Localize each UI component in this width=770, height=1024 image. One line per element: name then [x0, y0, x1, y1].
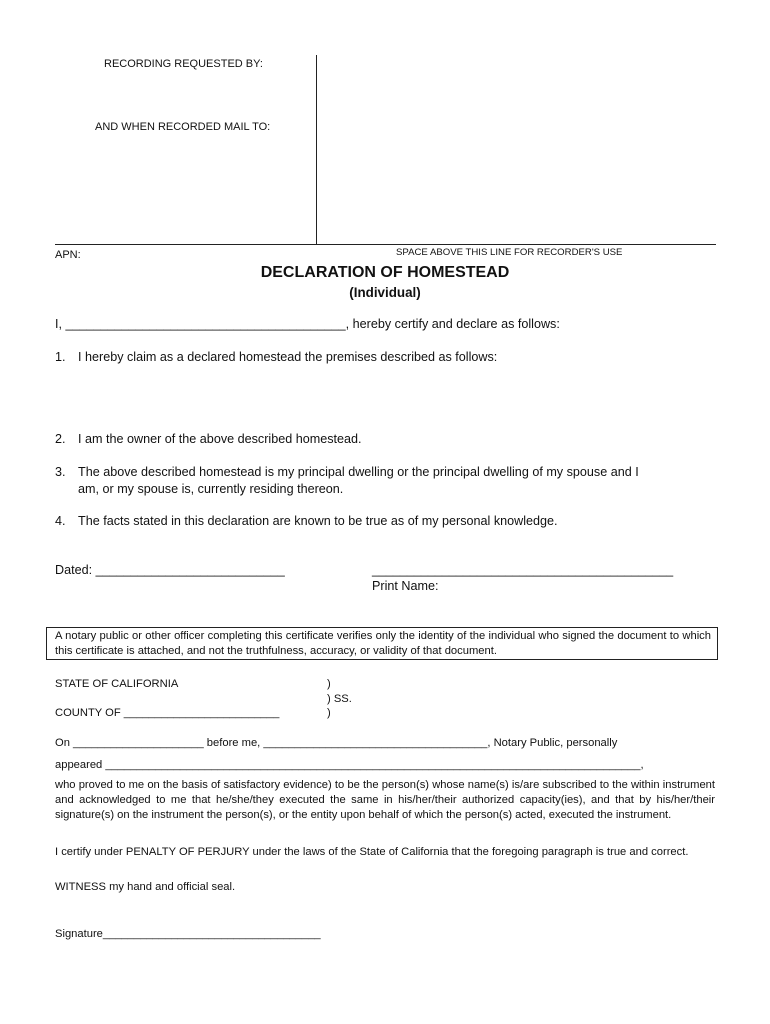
county-line: COUNTY OF _________________________ — [55, 707, 280, 719]
recorder-vertical-divider — [316, 55, 317, 244]
signer-name-line: ___________________________________________ — [372, 563, 674, 577]
item-2-number: 2. — [55, 432, 66, 446]
print-name-label: Print Name: — [372, 579, 439, 593]
item-3-text-line1: The above described homestead is my principal dwelling or the principal dwelling of my spouse and I — [78, 465, 639, 479]
proved-paragraph: who proved to me on the basis of satisfactory evidence) to be the person(s) whose name(s) is/are subscribed to the within instrument and acknowledged to me that he/she/they executed the same in his/her/their authorized capacity(ies), and that by his/her/their signature(s) on the instrument the person(s), or the entity upon behalf of which the person(s) acted, executed the instrument. — [55, 779, 715, 821]
item-3-text-line2: am, or my spouse is, currently residing thereon. — [78, 482, 344, 496]
appeared-line: appeared ______________________________________________________________________________________, — [55, 759, 644, 771]
document-subtitle: (Individual) — [349, 285, 421, 300]
document-title: DECLARATION OF HOMESTEAD — [260, 264, 510, 281]
declarant-intro: I, ________________________________________, hereby certify and declare as follows: — [55, 317, 560, 331]
recording-requested-by-label: RECORDING REQUESTED BY: — [104, 58, 263, 70]
item-4-text: The facts stated in this declaration are known to be true as of my personal knowledge. — [78, 514, 558, 528]
notary-notice-box — [46, 627, 718, 660]
notary-on-line: On _____________________ before me, ____________________________________, Notary Public, personally — [55, 737, 618, 749]
witness-line: WITNESS my hand and official seal. — [55, 881, 236, 893]
notary-signature-line: Signature___________________________________ — [55, 928, 321, 940]
when-recorded-mail-to-label: AND WHEN RECORDED MAIL TO: — [95, 121, 271, 133]
item-1-text: I hereby claim as a declared homestead the premises described as follows: — [78, 350, 498, 364]
item-3-number: 3. — [55, 465, 66, 479]
venue-paren-1: ) — [327, 678, 331, 690]
penalty-of-perjury-paragraph: I certify under PENALTY OF PERJURY under the laws of the State of California that the foregoing paragraph is true and correct. — [55, 846, 689, 858]
state-label: STATE OF CALIFORNIA — [55, 678, 179, 690]
item-4-number: 4. — [55, 514, 66, 528]
venue-ss: ) SS. — [327, 693, 352, 705]
venue-paren-3: ) — [327, 707, 331, 719]
item-1-number: 1. — [55, 350, 66, 364]
recorders-use-label: SPACE ABOVE THIS LINE FOR RECORDER'S USE — [396, 247, 623, 258]
recorder-space-line — [55, 244, 716, 245]
item-2-text: I am the owner of the above described homestead. — [78, 432, 362, 446]
dated-line: Dated: ___________________________ — [55, 563, 285, 577]
notary-notice-text: A notary public or other officer completing this certificate verifies only the identity of the individual who signed the document to which this certificate is attached, and not the truthfulness, accuracy, or validity of that document. — [55, 630, 711, 657]
apn-label: APN: — [55, 249, 81, 261]
